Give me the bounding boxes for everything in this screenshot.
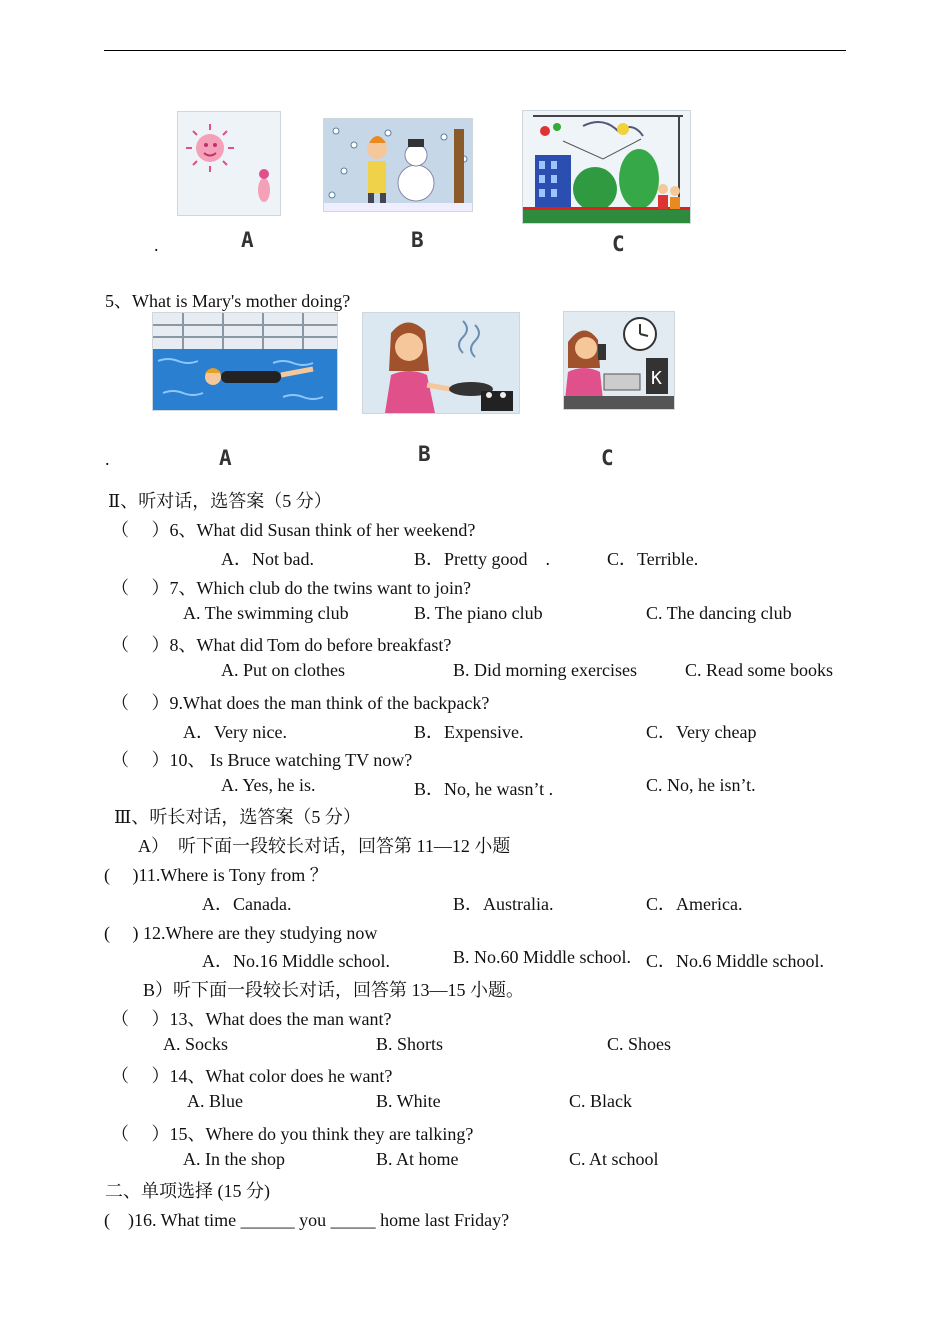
- telephone-woman-icon: [564, 312, 674, 409]
- q12-question: ( ) 12.Where are they studying now: [104, 923, 378, 943]
- picture-swimming: [152, 312, 338, 411]
- q7-option-b: B. The piano club: [414, 603, 543, 623]
- q8-question: （ ）8、What did Tom do before breakfast?: [111, 635, 452, 655]
- section-2-header: Ⅱ、听对话，选答案（5 分）: [108, 491, 332, 511]
- q6-question: （ ）6、What did Susan think of her weekend?: [111, 520, 476, 540]
- q15-question: （ ）15、Where do you think they are talking?: [111, 1124, 474, 1144]
- q7-option-c: C. The dancing club: [646, 603, 792, 623]
- q14-option-b: B. White: [376, 1091, 441, 1111]
- section-3-header: Ⅲ、听长对话，选答案（5 分）: [114, 807, 361, 827]
- q11-option-a: A．Canada.: [202, 894, 292, 914]
- sun-icon: [178, 112, 280, 215]
- header-rule: [104, 50, 846, 51]
- q4-option-a-label: A: [241, 228, 254, 252]
- q4-option-c-label: C: [612, 232, 625, 256]
- q10-option-a: A. Yes, he is.: [221, 775, 316, 795]
- q12-option-a: A．No.16 Middle school.: [202, 951, 390, 971]
- q5-option-c-label: C: [601, 446, 614, 470]
- q15-option-b: B. At home: [376, 1149, 459, 1169]
- q7-option-a: A. The swimming club: [183, 603, 349, 623]
- q5-option-b-label: B: [418, 442, 431, 466]
- q15-option-c: C. At school: [569, 1149, 659, 1169]
- cooking-mother-icon: [363, 313, 519, 413]
- q9-question: （ ）9.What does the man think of the backpack?: [111, 693, 490, 713]
- q13-option-c: C. Shoes: [607, 1034, 672, 1054]
- q14-option-c: C. Black: [569, 1091, 632, 1111]
- q11-question: ( )11.Where is Tony from ？: [104, 865, 328, 885]
- q6-option-a: A．Not bad.: [221, 549, 314, 569]
- q11-option-b: B．Australia.: [453, 894, 554, 914]
- q14-option-a: A. Blue: [187, 1091, 243, 1111]
- q5-dot: .: [105, 449, 110, 469]
- q11-option-c: C．America.: [646, 894, 743, 914]
- section-3-part-b: B）听下面一段较长对话，回答第 13—15 小题。: [143, 980, 525, 1000]
- q4-dot: .: [154, 235, 159, 255]
- q13-option-b: B. Shorts: [376, 1034, 444, 1054]
- q12-option-b: B. No.60 Middle school.: [453, 947, 631, 967]
- q10-option-b: B．No, he wasn’t .: [414, 779, 554, 799]
- picture-windy: [522, 110, 691, 224]
- picture-sunny: [177, 111, 281, 216]
- q5-question: 5、What is Mary's mother doing?: [105, 291, 351, 311]
- windy-park-icon: [523, 111, 690, 223]
- q6-option-c: C．Terrible.: [607, 549, 699, 569]
- q15-option-a: A. In the shop: [183, 1149, 285, 1169]
- q7-question: （ ）7、Which club do the twins want to join?: [111, 578, 471, 598]
- snowman-icon: [324, 119, 472, 211]
- q5-option-a-label: A: [219, 446, 232, 470]
- picture-cooking: [362, 312, 520, 414]
- q9-option-c: C．Very cheap: [646, 722, 757, 742]
- svg-text:K: K: [651, 368, 662, 389]
- picture-phone: [563, 311, 675, 410]
- q6-option-b: B．Pretty good .: [414, 549, 551, 569]
- section-two-header: 二、单项选择 (15 分): [105, 1181, 270, 1201]
- q8-option-a: A. Put on clothes: [221, 660, 345, 680]
- q9-option-b: B．Expensive.: [414, 722, 524, 742]
- section-3-part-a: A） 听下面一段较长对话，回答第 11—12 小题: [138, 836, 511, 856]
- q8-option-b: B. Did morning exercises: [453, 660, 637, 680]
- q10-option-c: C. No, he isn’t.: [646, 775, 756, 795]
- q13-question: （ ）13、What does the man want?: [111, 1009, 392, 1029]
- q10-question: （ ）10、 Is Bruce watching TV now?: [111, 750, 413, 770]
- q9-option-a: A．Very nice.: [183, 722, 287, 742]
- q16-question: ( )16. What time ______ you _____ home last Friday?: [104, 1210, 510, 1230]
- q14-question: （ ）14、What color does he want?: [111, 1066, 393, 1086]
- q4-option-b-label: B: [411, 228, 424, 252]
- q13-option-a: A. Socks: [163, 1034, 229, 1054]
- q12-option-c: C．No.6 Middle school.: [646, 951, 824, 971]
- picture-snowy: [323, 118, 473, 212]
- swimmer-icon: [153, 313, 337, 410]
- q8-option-c: C. Read some books: [685, 660, 833, 680]
